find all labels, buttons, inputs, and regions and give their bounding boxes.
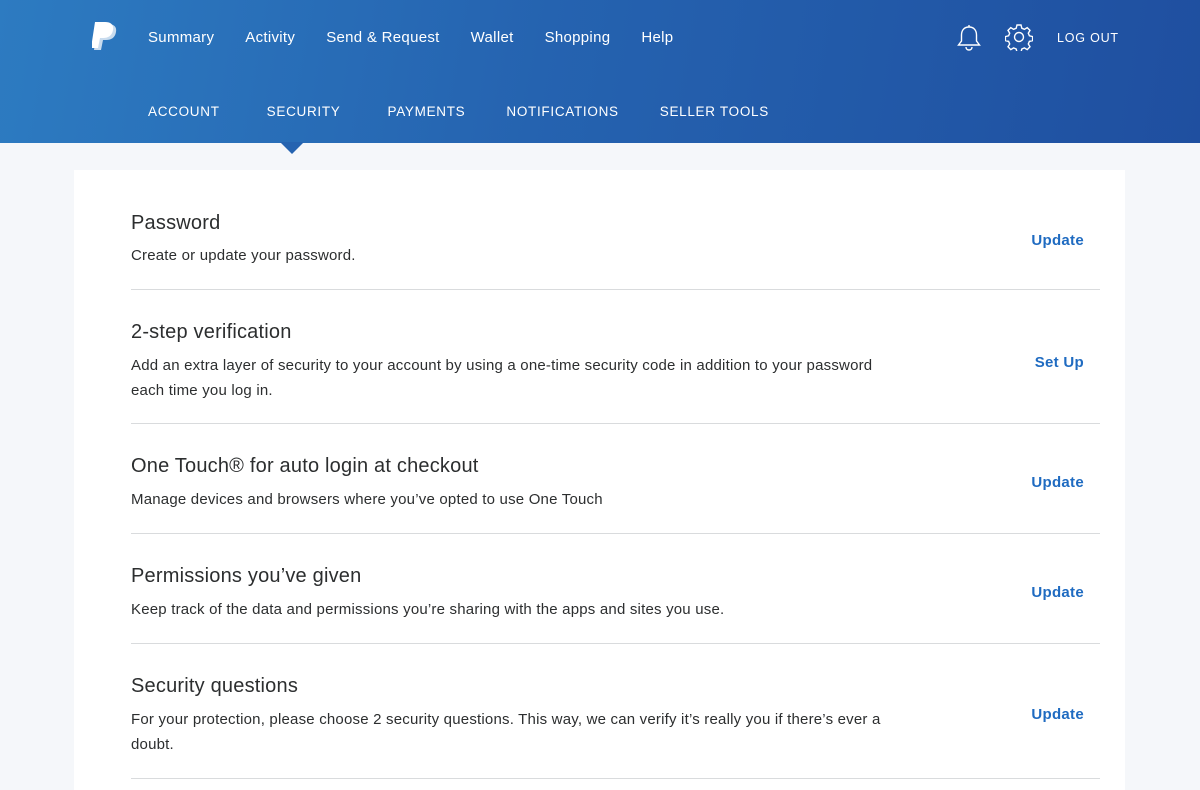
security-row-password [131,170,1100,290]
security-row-questions [131,644,1100,779]
gear-icon[interactable] [1005,23,1033,51]
main-nav [148,29,704,47]
update-one-touch-button[interactable]: Update [1031,474,1084,491]
security-row-one-touch [131,424,1100,534]
row-description: Create or update your password. [131,247,356,264]
tab-notifications[interactable]: NOTIFICATIONS [506,104,619,119]
nav-wallet[interactable]: Wallet [470,29,514,46]
logout-button[interactable]: LOG OUT [1057,31,1119,45]
nav-shopping[interactable]: Shopping [544,29,611,46]
tab-account[interactable]: ACCOUNT [148,104,220,119]
tab-seller-tools[interactable]: SELLER TOOLS [659,104,769,119]
update-permissions-button[interactable]: Update [1031,584,1084,601]
row-description: Manage devices and browsers where you’ve opted to use One Touch [131,491,603,508]
security-row-permissions [131,534,1100,644]
bell-icon[interactable] [956,24,982,52]
row-title: Permissions you’ve given [131,565,362,587]
row-description: Add an extra layer of security to your account by using a one-time security code in addition to your password each time you log in. [131,357,873,399]
row-description: For your protection, please choose 2 security questions. This way, we can verify it’s really you if there’s ever a doubt. [131,711,881,753]
row-title: Password [131,212,221,234]
nav-help[interactable]: Help [641,29,674,46]
row-description: Keep track of the data and permissions you’re sharing with the apps and sites you use. [131,601,725,618]
nav-send-request[interactable]: Send & Request [326,29,440,46]
nav-activity[interactable]: Activity [245,29,296,46]
update-security-questions-button[interactable]: Update [1031,706,1084,723]
setup-2-step-button[interactable]: Set Up [1034,354,1084,371]
tab-security[interactable]: SECURITY [266,104,341,119]
paypal-logo[interactable] [92,22,118,52]
top-header [0,0,1200,143]
row-title: Security questions [131,675,299,697]
row-title: 2-step verification [131,321,292,343]
settings-subnav [148,103,769,121]
active-tab-indicator [280,142,304,154]
nav-summary[interactable]: Summary [148,29,215,46]
security-row-2-step [131,290,1100,424]
tab-payments[interactable]: PAYMENTS [387,104,466,119]
update-password-button[interactable]: Update [1031,232,1084,249]
row-title: One Touch® for auto login at checkout [131,455,479,477]
security-panel [74,170,1125,790]
